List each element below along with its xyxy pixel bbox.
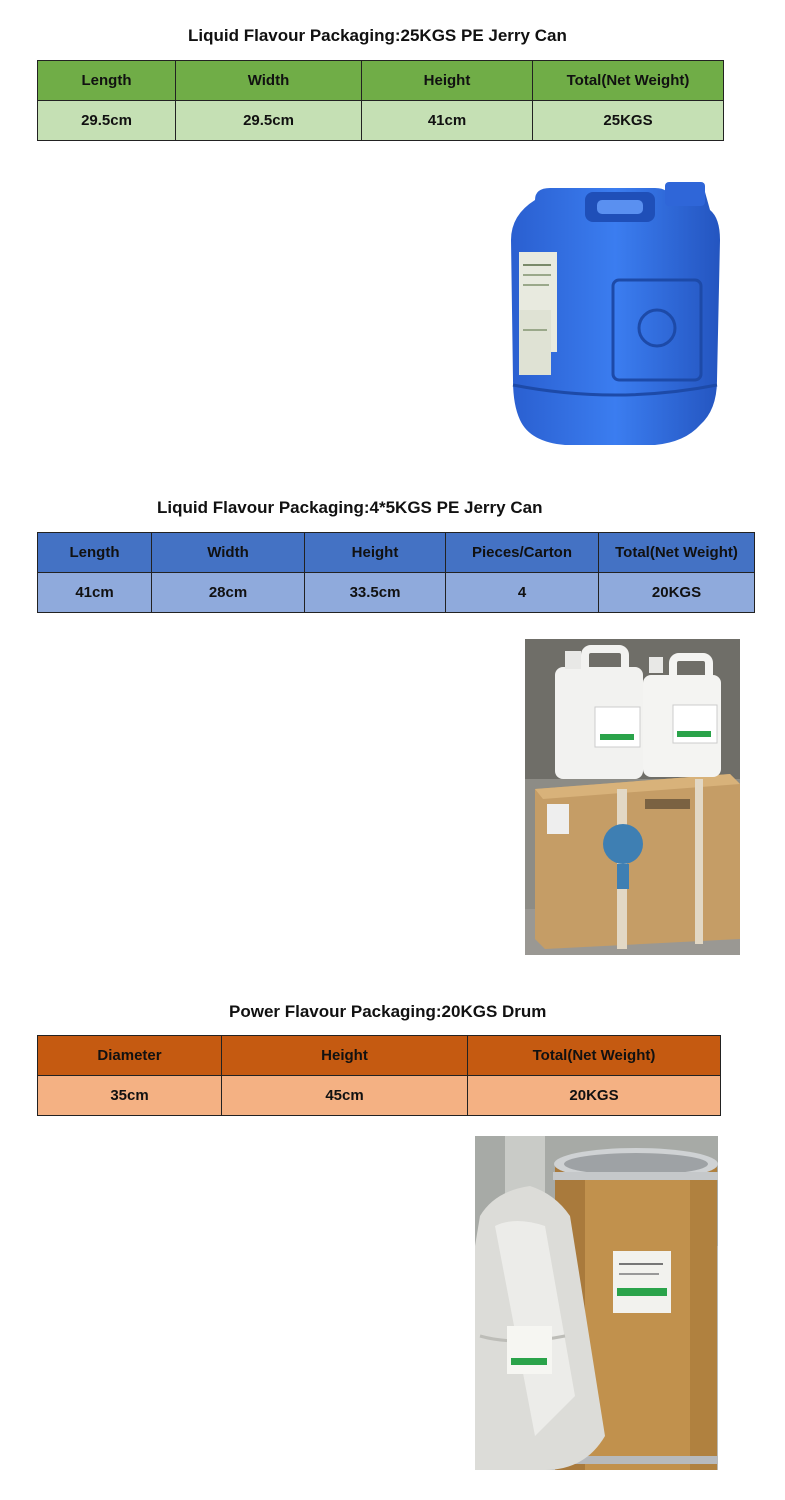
table-cell: 29.5cm bbox=[38, 101, 176, 141]
packaging-spec-table bbox=[37, 60, 724, 141]
table-cell: 4 bbox=[446, 573, 599, 613]
table-header-row bbox=[38, 533, 755, 573]
packaging-spec-table bbox=[37, 532, 755, 613]
table-cell: 28cm bbox=[152, 573, 305, 613]
table-cell: 20KGS bbox=[599, 573, 755, 613]
table-cell: 29.5cm bbox=[176, 101, 362, 141]
packaging-spec-table bbox=[37, 1035, 721, 1116]
table-header-row bbox=[38, 61, 724, 101]
section-title: Liquid Flavour Packaging:4*5KGS PE Jerry Can bbox=[157, 498, 543, 517]
table-row bbox=[38, 101, 724, 141]
table-row bbox=[38, 573, 755, 613]
table-cell: 33.5cm bbox=[305, 573, 446, 613]
column-header: Width bbox=[176, 61, 362, 101]
table-cell: 41cm bbox=[38, 573, 152, 613]
drum-and-foil-bag-photo bbox=[475, 1136, 718, 1470]
jerry-can-photo bbox=[505, 170, 725, 450]
column-header: Total(Net Weight) bbox=[468, 1036, 721, 1076]
column-header: Height bbox=[222, 1036, 468, 1076]
table-header-row bbox=[38, 1036, 721, 1076]
column-header: Pieces/Carton bbox=[446, 533, 599, 573]
column-header: Height bbox=[362, 61, 533, 101]
column-header: Height bbox=[305, 533, 446, 573]
carton-jerry-cans-photo bbox=[525, 639, 740, 955]
column-header: Width bbox=[152, 533, 305, 573]
column-header: Total(Net Weight) bbox=[533, 61, 724, 101]
table-cell: 41cm bbox=[362, 101, 533, 141]
section-title: Liquid Flavour Packaging:25KGS PE Jerry Can bbox=[188, 26, 567, 45]
table-cell: 25KGS bbox=[533, 101, 724, 141]
table-cell: 45cm bbox=[222, 1076, 468, 1116]
column-header: Diameter bbox=[38, 1036, 222, 1076]
column-header: Total(Net Weight) bbox=[599, 533, 755, 573]
column-header: Length bbox=[38, 61, 176, 101]
column-header: Length bbox=[38, 533, 152, 573]
table-cell: 20KGS bbox=[468, 1076, 721, 1116]
table-cell: 35cm bbox=[38, 1076, 222, 1116]
section-title: Power Flavour Packaging:20KGS Drum bbox=[229, 1002, 547, 1021]
table-row bbox=[38, 1076, 721, 1116]
